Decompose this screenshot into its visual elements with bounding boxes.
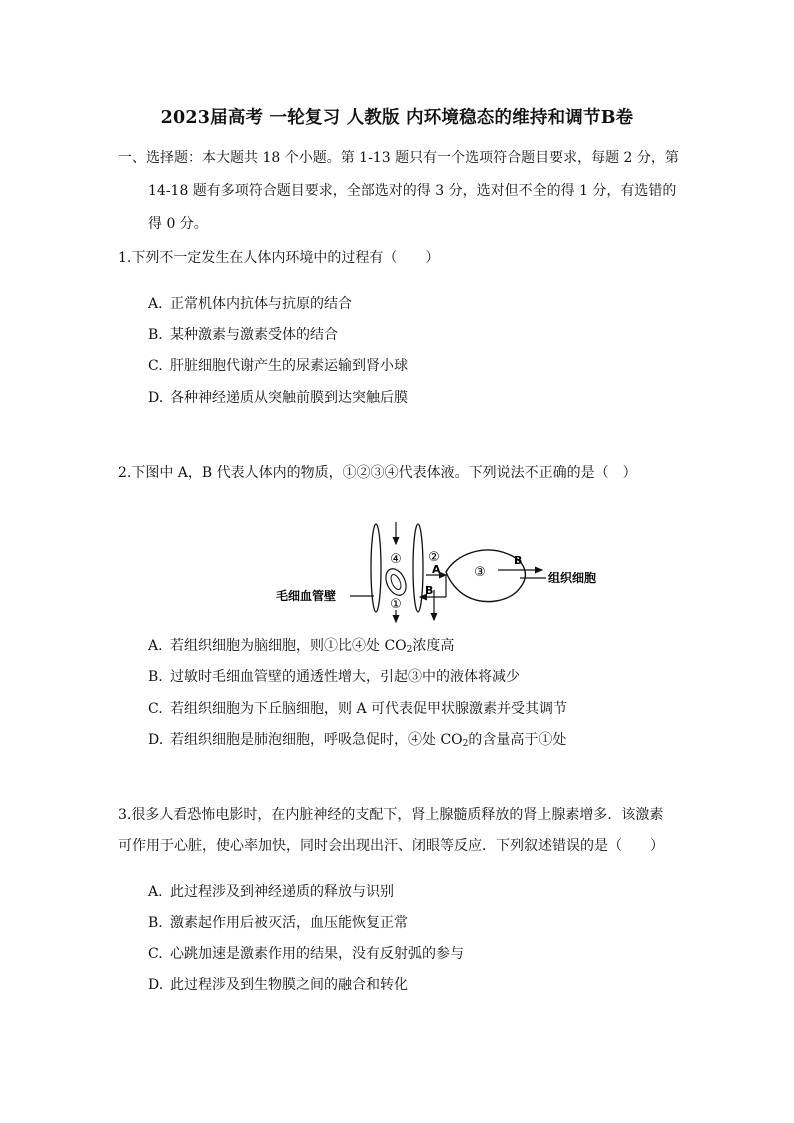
option-letter: D. bbox=[148, 732, 164, 748]
option-text: 过敏时毛细血管壁的通透性增大，引起③中的液体将减少 bbox=[170, 669, 520, 685]
option-letter: B. bbox=[148, 915, 163, 931]
question-3-stem-line-2: 可作用于心脏，使心率加快，同时会出现出汗、闭眼等反应．下列叙述错误的是（ ） bbox=[118, 838, 664, 854]
option-text: 若组织细胞是肺泡细胞，呼吸急促时，④处 CO bbox=[170, 732, 463, 748]
option-text: 各种神经递质从突触前膜到达突触后膜 bbox=[170, 390, 408, 406]
option-letter: A. bbox=[148, 296, 163, 312]
tissue-cell-label: 组织细胞 bbox=[548, 571, 597, 585]
option-letter: A. bbox=[148, 884, 163, 900]
section-instruction-line-1: 一、选择题：本大题共 18 个小题。第 1-13 题只有一个选项符合题目要求，每题 2 分，第 bbox=[118, 150, 679, 166]
red-blood-cell-center bbox=[389, 573, 403, 591]
q2-option-c[interactable] bbox=[148, 699, 567, 719]
option-letter: C. bbox=[148, 358, 163, 374]
option-text: 此过程涉及到神经递质的释放与识别 bbox=[170, 884, 394, 900]
question-3-stem-line-1: 3.很多人看恐怖电影时，在内脏神经的支配下，肾上腺髓质释放的肾上腺素增多．该激素 bbox=[118, 807, 664, 823]
option-text: 肝脏细胞代谢产生的尿素运输到肾小球 bbox=[170, 358, 408, 374]
q1-option-a[interactable] bbox=[148, 294, 352, 314]
fluid-label-3: ③ bbox=[474, 565, 486, 580]
option-text: 正常机体内抗体与抗原的结合 bbox=[170, 296, 352, 312]
fluid-label-4: ④ bbox=[390, 552, 402, 567]
question-1-stem: 1.下列不一定发生在人体内环境中的过程有（ ） bbox=[118, 250, 440, 266]
option-text: 此过程涉及到生物膜之间的融合和转化 bbox=[170, 977, 408, 993]
option-text: 激素起作用后被灭活，血压能恢复正常 bbox=[170, 915, 408, 931]
q1-option-d[interactable] bbox=[148, 388, 408, 408]
option-letter: A. bbox=[148, 638, 163, 654]
label-b-right: B bbox=[514, 554, 523, 567]
section-instruction-line-3: 得 0 分。 bbox=[148, 216, 208, 232]
option-text: 心跳加速是激素作用的结果，没有反射弧的参与 bbox=[170, 946, 464, 962]
fluid-label-1: ① bbox=[390, 597, 402, 612]
option-letter: C. bbox=[148, 946, 163, 962]
option-letter: D. bbox=[148, 977, 164, 993]
label-b-left: B bbox=[425, 584, 434, 597]
q3-option-c[interactable] bbox=[148, 944, 464, 964]
subscript-2: 2 bbox=[462, 739, 469, 749]
q3-option-a[interactable] bbox=[148, 882, 394, 902]
option-text: 若组织细胞为脑细胞，则①比④处 CO bbox=[170, 638, 407, 654]
label-a: A bbox=[432, 563, 441, 576]
q3-option-d[interactable] bbox=[148, 975, 408, 995]
section-instruction-line-2: 14-18 题有多项符合题目要求，全部选对的得 3 分，选对但不全的得 1 分，有选错的 bbox=[148, 183, 677, 199]
page-title: 2023届高考 一轮复习 人教版 内环境稳态的维持和调节B卷 bbox=[160, 108, 634, 128]
option-letter: B. bbox=[148, 669, 163, 685]
option-letter: D. bbox=[148, 390, 164, 406]
question-2-stem: 2.下图中 A，B 代表人体内的物质，①②③④代表体液。下列说法不正确的是（ ） bbox=[118, 465, 637, 481]
subscript-2: 2 bbox=[406, 645, 413, 655]
body-fluid-diagram bbox=[270, 520, 640, 624]
fluid-label-2: ② bbox=[428, 550, 440, 565]
option-text: 若组织细胞为下丘脑细胞，则 A 可代表促甲状腺激素并受其调节 bbox=[170, 701, 568, 717]
capillary-wall-left bbox=[371, 524, 381, 612]
red-blood-cell bbox=[382, 566, 410, 599]
q2-option-b[interactable] bbox=[148, 667, 520, 687]
capillary-wall-label: 毛细血管壁 bbox=[276, 589, 337, 603]
q1-option-c[interactable] bbox=[148, 356, 408, 376]
option-letter: C. bbox=[148, 701, 163, 717]
q3-option-b[interactable] bbox=[148, 913, 408, 933]
q2-option-d[interactable] bbox=[148, 730, 566, 750]
q2-option-a[interactable] bbox=[148, 636, 454, 656]
capillary-wall-right bbox=[413, 524, 423, 612]
q1-option-b[interactable] bbox=[148, 325, 338, 345]
option-letter: B. bbox=[148, 327, 163, 343]
option-text-end: 的含量高于①处 bbox=[468, 732, 567, 748]
option-text-end: 浓度高 bbox=[412, 638, 455, 654]
option-text: 某种激素与激素受体的结合 bbox=[170, 327, 338, 343]
